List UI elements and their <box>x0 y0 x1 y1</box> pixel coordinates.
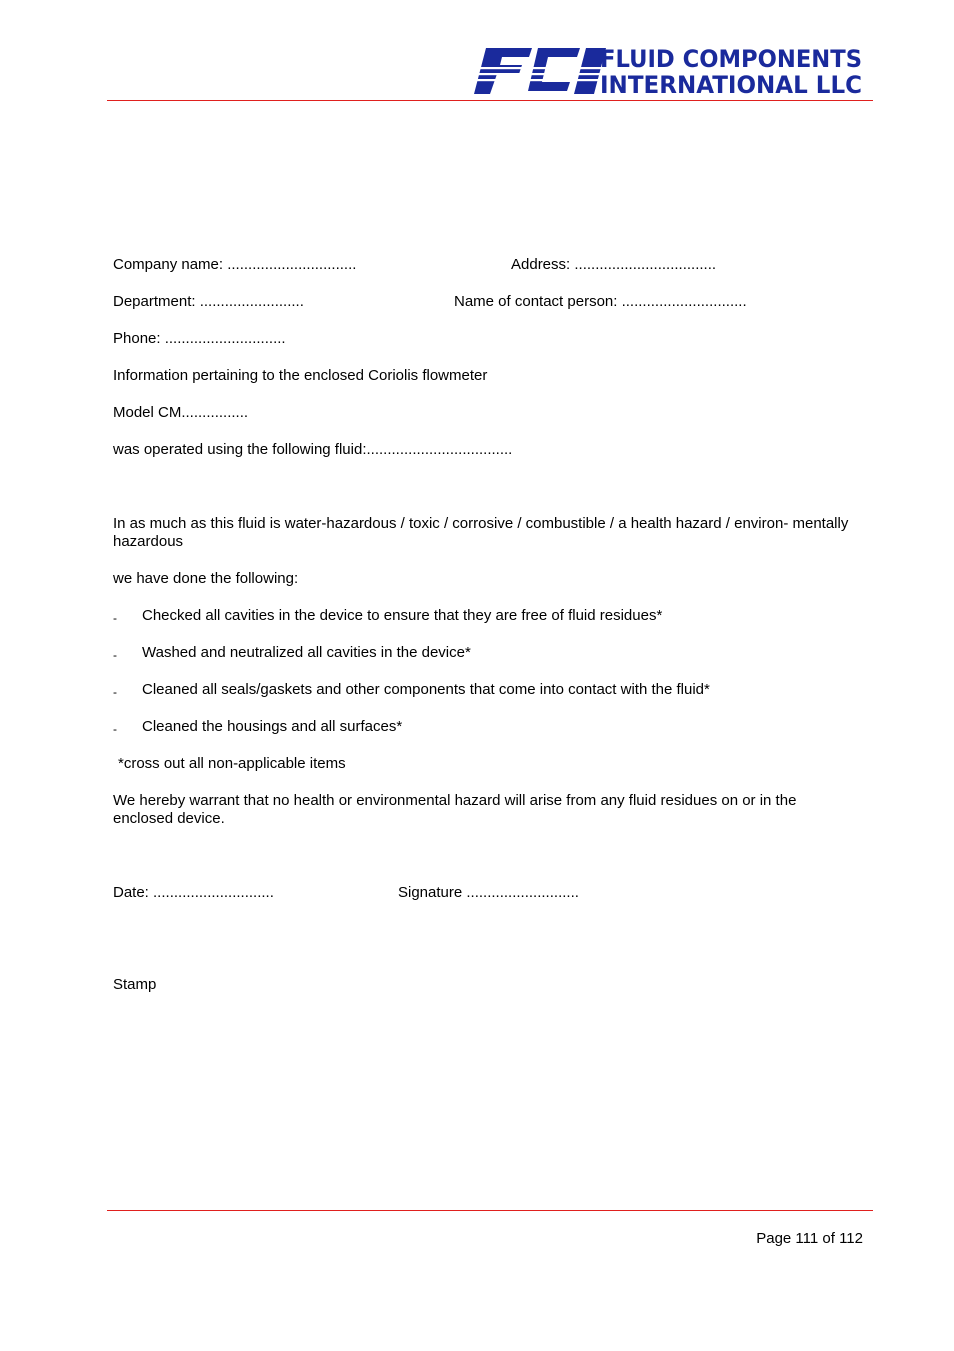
list-item-text: Cleaned all seals/gaskets and other components that come into contact with the fluid* <box>142 681 710 698</box>
phone-field: Phone: ............................. <box>113 330 286 347</box>
department-field: Department: ......................... <box>113 293 304 310</box>
bullet-dash: - <box>113 648 117 662</box>
logo-line-2: INTERNATIONAL LLC <box>600 71 862 98</box>
hazard-paragraph: In as much as this fluid is water-hazardous / toxic / corrosive / combustible / a health hazard / environ- mentally hazardous <box>113 515 849 550</box>
bullet-dash: - <box>113 685 117 699</box>
model-field: Model CM................ <box>113 404 249 421</box>
stamp-label: Stamp <box>113 976 157 993</box>
contact-person-field: Name of contact person: .............................. <box>454 293 747 310</box>
page-number: Page 111 of 112 <box>756 1230 863 1247</box>
info-line: Information pertaining to the enclosed Coriolis flowmeter <box>113 367 488 384</box>
done-intro: we have done the following: <box>113 570 299 587</box>
footnote: *cross out all non-applicable items <box>118 755 346 772</box>
company-name-field: Company name: ............................... <box>113 256 357 273</box>
bullet-dash: - <box>113 722 117 736</box>
fci-logo <box>472 44 867 98</box>
bullet-dash: - <box>113 611 117 625</box>
list-item-text: Cleaned the housings and all surfaces* <box>142 718 403 735</box>
list-item-text: Checked all cavities in the device to ensure that they are free of fluid residues* <box>142 607 663 624</box>
signature-field: Signature ........................... <box>398 884 579 901</box>
date-field: Date: ............................. <box>113 884 274 901</box>
address-field: Address: .................................. <box>511 256 717 273</box>
list-item-text: Washed and neutralized all cavities in the device* <box>142 644 471 661</box>
fluid-field: was operated using the following fluid:................................... <box>113 441 513 458</box>
header-rule <box>107 100 873 101</box>
logo-line-1: FLUID COMPONENTS <box>600 45 862 73</box>
warranty-paragraph: We hereby warrant that no health or environmental hazard will arise from any fluid residues on or in the enclosed device. <box>113 792 797 827</box>
footer-rule <box>107 1210 873 1211</box>
